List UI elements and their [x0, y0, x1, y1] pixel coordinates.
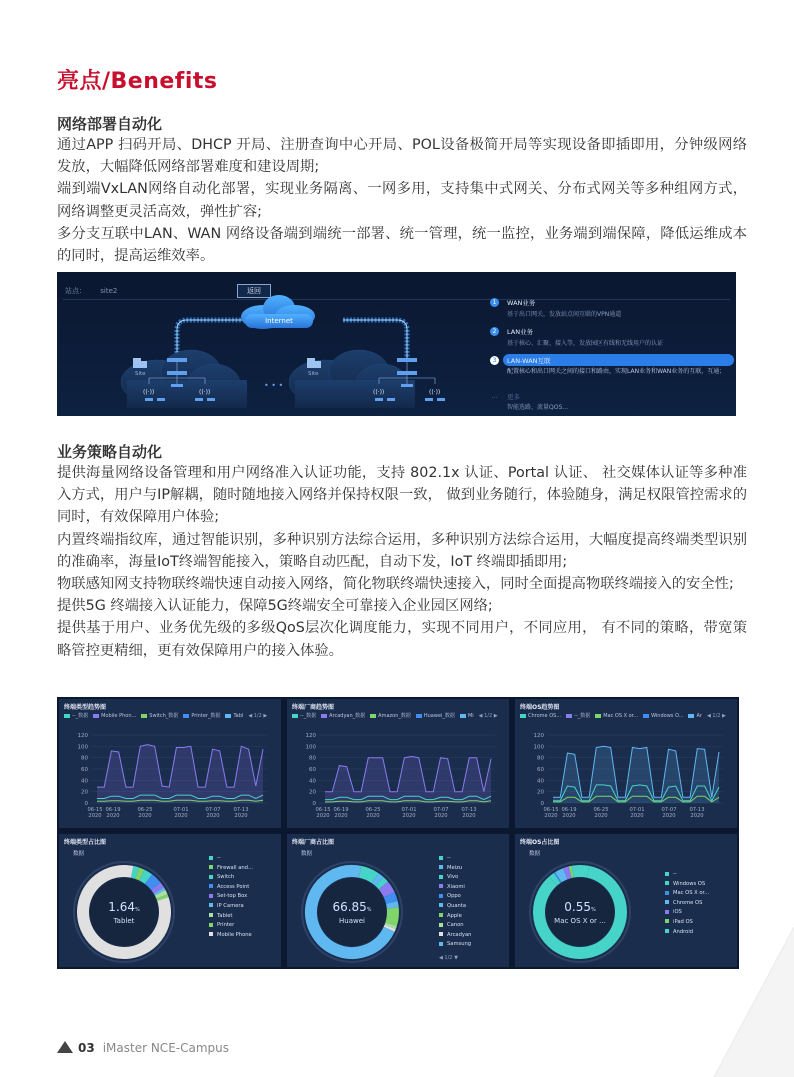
switch-icon-left	[167, 371, 187, 375]
donut-center-readout	[90, 900, 158, 926]
legend-swatch	[439, 932, 443, 936]
y-tick-label: 60	[537, 767, 544, 773]
legend-swatch	[665, 881, 669, 885]
line-chart	[59, 699, 281, 828]
x-tick-label: 07-07 2020	[433, 807, 449, 819]
donut-slice	[573, 871, 588, 872]
legend-item[interactable]: --	[209, 854, 253, 864]
y-tick-label: 20	[537, 789, 544, 796]
x-tick-label: 06-19 2020	[333, 807, 349, 819]
legend-swatch	[439, 913, 443, 917]
breadcrumb-site[interactable]: site2	[100, 287, 118, 295]
legend-item[interactable]: IP Camera	[209, 902, 253, 912]
donut-slice	[162, 896, 163, 898]
legend-item[interactable]: Mi	[460, 713, 474, 719]
legend-item[interactable]: Apple	[439, 912, 471, 922]
panel-subtitle: 数据	[73, 851, 85, 857]
x-tick-label: 07-01 2020	[173, 807, 189, 819]
legend-item[interactable]: Chrome OS...	[520, 713, 561, 719]
legend-item[interactable]: --_数据	[64, 713, 88, 719]
legend-item[interactable]: Access Point	[209, 883, 253, 893]
legend-item[interactable]: Meizu	[439, 864, 471, 874]
product-name: iMaster NCE-Campus	[102, 1041, 229, 1055]
more-badge: …	[491, 393, 498, 400]
x-tick-label: 06-15 2020	[315, 807, 331, 819]
donut-slice	[389, 895, 392, 903]
legend-item[interactable]: Windows O...	[643, 713, 683, 719]
sites-ellipsis: • • •	[264, 381, 284, 390]
legend-pager[interactable]: ◀ 1/2 ▶	[248, 713, 268, 719]
legend-swatch	[209, 903, 213, 907]
series-area	[97, 745, 263, 803]
legend-item[interactable]: iOS	[665, 908, 709, 918]
legend-more[interactable]	[490, 392, 730, 411]
y-tick-label: 80	[81, 755, 88, 762]
legend-swatch	[439, 942, 443, 946]
legend-desc: 基于出口网关，发放站点间互联的VPN通道	[507, 311, 622, 318]
donut-slice	[558, 874, 565, 877]
center-label: Mac OS X or ...	[554, 917, 606, 925]
donut-legend	[665, 870, 709, 937]
donut-slice	[156, 886, 159, 890]
legend-swatch	[209, 923, 213, 927]
legend-item[interactable]: Printer	[209, 921, 253, 931]
legend-item[interactable]: Mac OS X or...	[595, 713, 638, 719]
donut-center-readout	[546, 900, 614, 926]
center-value: 66.85%	[332, 900, 372, 914]
legend-title: LAN-WAN互联	[507, 357, 551, 365]
x-tick-label: 07-07 2020	[205, 807, 221, 819]
router-icon-left	[167, 358, 187, 362]
building-icon-right	[307, 358, 321, 368]
y-tick-label: 120	[533, 733, 544, 739]
legend-item[interactable]: Set-top Box	[209, 892, 253, 902]
legend-item[interactable]: Mac OS X or...	[665, 889, 709, 899]
center-value: 1.64%	[108, 900, 140, 914]
legend-swatch	[209, 856, 213, 860]
x-tick-label: 06-25 2020	[137, 807, 153, 819]
building-icon-left	[133, 358, 147, 368]
legend-swatch	[439, 856, 443, 860]
legend-swatch	[665, 891, 669, 895]
y-tick-label: 20	[309, 789, 316, 796]
y-tick-label: 80	[309, 755, 316, 762]
router-icon-right	[397, 358, 417, 362]
legend-item[interactable]: Arcadyan	[439, 931, 471, 941]
donut-slice	[132, 872, 137, 873]
legend-item[interactable]: Canon	[439, 921, 471, 931]
panel-title: 终端OS占比图	[520, 839, 560, 846]
donut-legend	[209, 854, 253, 940]
legend-item[interactable]: Firewall and...	[209, 864, 253, 874]
dashboard-figure	[57, 697, 739, 969]
donut-slice	[391, 908, 393, 924]
donut-slice	[390, 924, 391, 927]
legend-swatch	[209, 932, 213, 936]
legend-desc: 基于核心、汇聚、接入等，发放园区有线和无线用户的认证	[507, 340, 664, 347]
x-tick-label: 07-07 2020	[661, 807, 677, 819]
donut-slice	[360, 872, 375, 878]
svg-text:((·)): ((·))	[143, 389, 155, 396]
back-button[interactable]: 返回	[237, 284, 271, 298]
x-tick-label: 06-15 2020	[87, 807, 103, 819]
donut-slice	[159, 890, 160, 892]
section-body: 提供海量网络设备管理和用户网络准入认证功能，支持 802.1x 认证、Portal 认证、 社交媒体认证等多种准入方式，用户与IP解耦，随时随地接入网络并保持权限一致， 做到业务随行，体验随身，满足权限管控需求的同时，有效保障用户体验; 内置终端指纹库，通过智能识别，多种识别方法综合运用，多种识别方法综合运用，大幅度提高终端类型识别的准确率，海量IoT终端智能接入，策略自动匹配，自动下发，IoT 终端即插即用; 物联感知网支持物联终端快速自动接入网络，简化物联终端快速接入，同时全面提高物联终端接入的安全性; 提供5G 终端接入认证能力，保障5G终端安全可靠接入企业园区网络; 提供基于用户、业务优先级的多级QoS层次化调度能力，实现不同用户，不同应用， 有不同的策略，带宽策略管控更精细，更有效保障用户的接入体验。	[57, 465, 747, 659]
legend-item[interactable]: Mobile Phon...	[93, 713, 136, 719]
legend-swatch	[209, 865, 213, 869]
terminal-type-share-panel	[59, 834, 281, 967]
donut-slice	[392, 903, 393, 908]
y-tick-label: 120	[305, 733, 316, 739]
legend-lan-service[interactable]	[490, 327, 730, 347]
legend-item[interactable]: Windows OS	[665, 880, 709, 890]
legend-item[interactable]: Samsung	[439, 940, 471, 950]
donut-slice	[375, 878, 379, 881]
x-tick-label: 07-13 2020	[233, 807, 249, 819]
legend-wan-service[interactable]	[490, 298, 730, 318]
donut-slice	[553, 878, 557, 881]
terminal-type-trend-panel	[59, 699, 281, 828]
section-body: 通过APP 扫码开局、DHCP 开局、注册查询中心开局、POL设备极简开局等实现设备即插即用，分钟级网络发放，大幅降低网络部署难度和建设周期; 端到端VxLAN网络自动化部署，实现业务隔离、一网多用，支持集中式网关、分布式网关等多种组网方式，网络调整更灵活高效，弹性扩容; 多分支互联中LAN、WAN 网络设备端到端统一部署、统一管理，统一监控，业务端到端保障，降低运维成本的同时，提高运维效率。	[57, 137, 747, 265]
network-topology-figure	[57, 272, 736, 416]
legend-item[interactable]: Printer_数据	[183, 713, 220, 719]
donut-slice	[148, 879, 155, 886]
panel-title: 终端厂商趋势图	[292, 704, 335, 711]
legend-item[interactable]: Amazon_数据	[370, 713, 411, 719]
legend-title: WAN业务	[507, 299, 536, 307]
donut-slice	[565, 872, 570, 874]
switch-icon-right	[397, 371, 417, 375]
donut-legend	[439, 854, 471, 950]
donut-slice	[160, 893, 162, 897]
y-tick-label: 100	[305, 744, 316, 751]
center-label: Huawei	[339, 917, 365, 925]
legend-item[interactable]: Tabl	[225, 713, 243, 719]
panel-title: 终端OS趋势图	[520, 704, 560, 711]
center-value: 0.55%	[564, 900, 596, 914]
y-tick-label: 80	[537, 755, 544, 762]
donut-slice	[557, 877, 558, 878]
corner-decoration	[704, 927, 794, 1077]
y-tick-label: 120	[77, 733, 88, 739]
y-tick-label: 40	[309, 778, 316, 785]
x-tick-label: 07-13 2020	[689, 807, 705, 819]
donut-center-readout	[318, 900, 386, 926]
panel-title: 终端类型占比图	[64, 839, 107, 846]
svg-text:((·)): ((·))	[373, 389, 385, 396]
x-tick-label: 07-01 2020	[401, 807, 417, 819]
step-2-badge: 2	[490, 327, 499, 336]
legend-item[interactable]: --	[665, 870, 709, 880]
page-footer	[57, 1041, 229, 1055]
legend-item[interactable]: --	[439, 854, 471, 864]
os-trend-panel	[515, 699, 737, 828]
donut-slice	[137, 873, 142, 875]
y-tick-label: 0	[84, 801, 88, 807]
x-tick-label: 06-25 2020	[593, 807, 609, 819]
legend-title: 更多	[507, 393, 520, 401]
legend-item[interactable]: Huawei_数据	[416, 713, 455, 719]
y-tick-label: 40	[81, 778, 88, 785]
legend-swatch	[665, 910, 669, 914]
breadcrumb-label: 站点：	[65, 287, 86, 295]
y-tick-label: 0	[540, 801, 544, 807]
legend-lan-wan-interconnect[interactable]	[490, 356, 730, 375]
svg-text:((·)): ((·))	[199, 389, 211, 396]
legend-item[interactable]: iPad OS	[665, 918, 709, 928]
page-title: 亮点/Benefits	[57, 69, 218, 94]
legend-swatch	[665, 872, 669, 876]
y-tick-label: 100	[77, 744, 88, 751]
y-tick-label: 60	[81, 767, 88, 773]
legend-item[interactable]: Switch	[209, 873, 253, 883]
step-1-badge: 1	[490, 298, 499, 307]
legend-desc: 配置核心和出口网关之间的接口和路由，实现LAN业务和WAN业务的互联，互通；	[507, 368, 726, 375]
panel-subtitle: 数据	[301, 851, 313, 857]
legend-swatch	[439, 884, 443, 888]
legend-pager[interactable]: ◀ 1/2 ▶	[478, 713, 498, 719]
y-tick-label: 20	[81, 789, 88, 796]
site-label-left: Site	[135, 371, 146, 377]
x-tick-label: 06-25 2020	[365, 807, 381, 819]
x-tick-label: 06-15 2020	[543, 807, 559, 819]
legend-pager[interactable]: ◀ 1/2 ▼	[439, 955, 458, 961]
donut-slice	[389, 927, 390, 930]
section-policy-automation	[57, 442, 747, 662]
legend-swatch	[439, 923, 443, 927]
svg-text:((·)): ((·))	[429, 389, 441, 396]
y-tick-label: 60	[309, 767, 316, 773]
donut-slice	[142, 875, 149, 879]
legend-item[interactable]: Switch_数据	[141, 713, 178, 719]
x-tick-label: 07-01 2020	[629, 807, 645, 819]
y-tick-label: 100	[533, 744, 544, 751]
legend-item[interactable]: Android	[665, 928, 709, 938]
legend-item[interactable]: --_数据	[292, 713, 316, 719]
section-heading: 业务策略自动化	[57, 443, 163, 461]
legend-desc: 智能选路、流量QOS...	[507, 404, 568, 411]
legend-item[interactable]: Oppo	[439, 892, 471, 902]
legend-swatch	[209, 913, 213, 917]
legend-item[interactable]: --_数据	[566, 713, 590, 719]
legend-swatch	[209, 884, 213, 888]
legend-swatch	[439, 875, 443, 879]
panel-subtitle: 数据	[529, 851, 541, 857]
donut-slice	[380, 882, 384, 886]
legend-item[interactable]: Xiaomi	[439, 883, 471, 893]
legend-item[interactable]: Mobile Phone	[209, 931, 253, 941]
x-tick-label: 06-19 2020	[105, 807, 121, 819]
panel-title: 终端厂商占比图	[292, 839, 335, 846]
x-tick-label: 07-13 2020	[461, 807, 477, 819]
section-heading: 网络部署自动化	[57, 115, 163, 133]
legend-swatch	[665, 919, 669, 923]
legend-item[interactable]: Tablet	[209, 912, 253, 922]
legend-swatch	[209, 875, 213, 879]
vendor-trend-panel	[287, 699, 509, 828]
triangle-icon	[57, 1041, 73, 1053]
legend-pager[interactable]: ◀ 1/2 ▶	[706, 713, 726, 719]
legend-item[interactable]: Chrome OS	[665, 899, 709, 909]
legend-title: LAN业务	[507, 328, 534, 336]
legend-swatch	[439, 894, 443, 898]
line-chart	[287, 699, 509, 828]
legend-swatch	[665, 900, 669, 904]
step-3-badge: 3	[490, 356, 499, 365]
page-number: 03	[78, 1041, 95, 1055]
donut-slice	[570, 872, 573, 873]
internet-label: Internet	[265, 317, 293, 325]
legend-swatch	[439, 865, 443, 869]
site-label-right: Site	[308, 371, 319, 377]
y-tick-label: 40	[537, 778, 544, 785]
legend-swatch	[209, 894, 213, 898]
legend-item[interactable]: Vivo	[439, 873, 471, 883]
donut-slice	[383, 886, 389, 895]
x-tick-label: 06-19 2020	[561, 807, 577, 819]
legend-swatch	[665, 929, 669, 933]
panel-title: 终端类型趋势图	[64, 704, 107, 711]
vendor-share-panel	[287, 834, 509, 967]
line-chart	[515, 699, 737, 828]
y-tick-label: 0	[312, 801, 316, 807]
legend-item[interactable]: Arcadyan_数据	[321, 713, 365, 719]
legend-swatch	[439, 903, 443, 907]
legend-item[interactable]: Ar	[688, 713, 701, 719]
center-label: Tablet	[113, 917, 135, 925]
legend-item[interactable]: Quanta	[439, 902, 471, 912]
section-network-deployment	[57, 114, 747, 267]
